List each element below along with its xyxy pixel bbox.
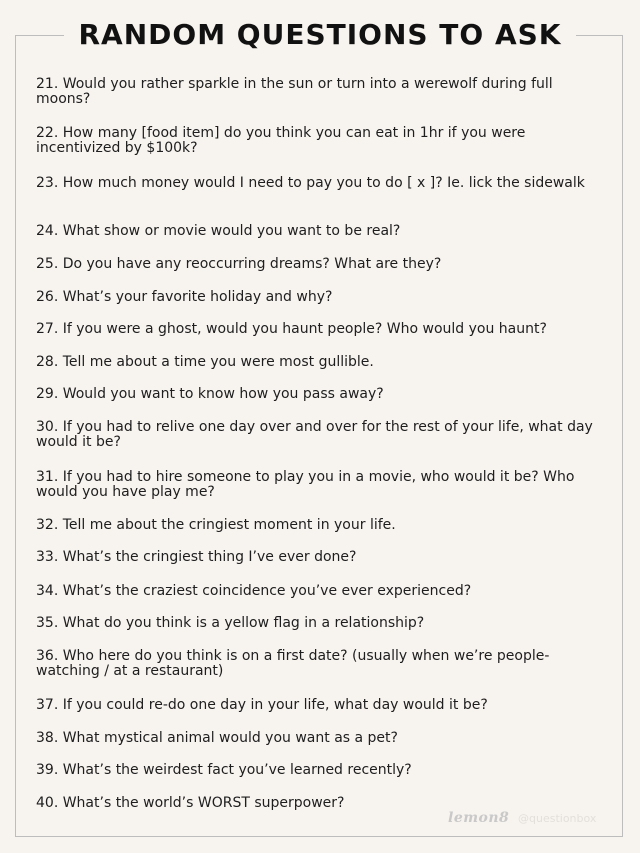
- question-31: 31. If you had to hire someone to play you in a movie, who would it be? Who would you have play me?: [36, 469, 575, 500]
- question-28: 28. Tell me about a time you were most gullible.: [36, 354, 374, 370]
- question-36: 36. Who here do you think is on a first date? (usually when we’re people-watching / at a restaurant): [36, 648, 550, 679]
- question-30: 30. If you had to relive one day over and over for the rest of your life, what day would it be?: [36, 419, 593, 450]
- question-27: 27. If you were a ghost, would you haunt people? Who would you haunt?: [36, 321, 547, 337]
- question-33: 33. What’s the cringiest thing I’ve ever done?: [36, 549, 357, 565]
- question-26: 26. What’s your favorite holiday and why?: [36, 289, 333, 305]
- question-38: 38. What mystical animal would you want as a pet?: [36, 730, 398, 746]
- question-40: 40. What’s the world’s WORST superpower?: [36, 795, 345, 811]
- question-25: 25. Do you have any reoccurring dreams? What are they?: [36, 256, 442, 272]
- question-22: 22. How many [food item] do you think you can eat in 1hr if you were incentivized by $100k?: [36, 125, 526, 156]
- page-title: RANDOM QUESTIONS TO ASK: [64, 16, 575, 54]
- question-39: 39. What’s the weirdest fact you’ve learned recently?: [36, 762, 412, 778]
- question-23: 23. How much money would I need to pay you to do [ x ]? Ie. lick the sidewalk: [36, 175, 585, 191]
- question-32: 32. Tell me about the cringiest moment in your life.: [36, 517, 396, 533]
- lemon8-logo: lemon8: [448, 810, 510, 826]
- question-29: 29. Would you want to know how you pass away?: [36, 386, 384, 402]
- question-24: 24. What show or movie would you want to be real?: [36, 223, 401, 239]
- question-37: 37. If you could re-do one day in your life, what day would it be?: [36, 697, 488, 713]
- question-21: 21. Would you rather sparkle in the sun or turn into a werewolf during full moons?: [36, 76, 553, 107]
- question-35: 35. What do you think is a yellow flag in a relationship?: [36, 615, 425, 631]
- question-34: 34. What’s the craziest coincidence you’ve ever experienced?: [36, 583, 472, 599]
- title-container: [0, 16, 640, 54]
- watermark-handle: @questionbox: [518, 812, 597, 825]
